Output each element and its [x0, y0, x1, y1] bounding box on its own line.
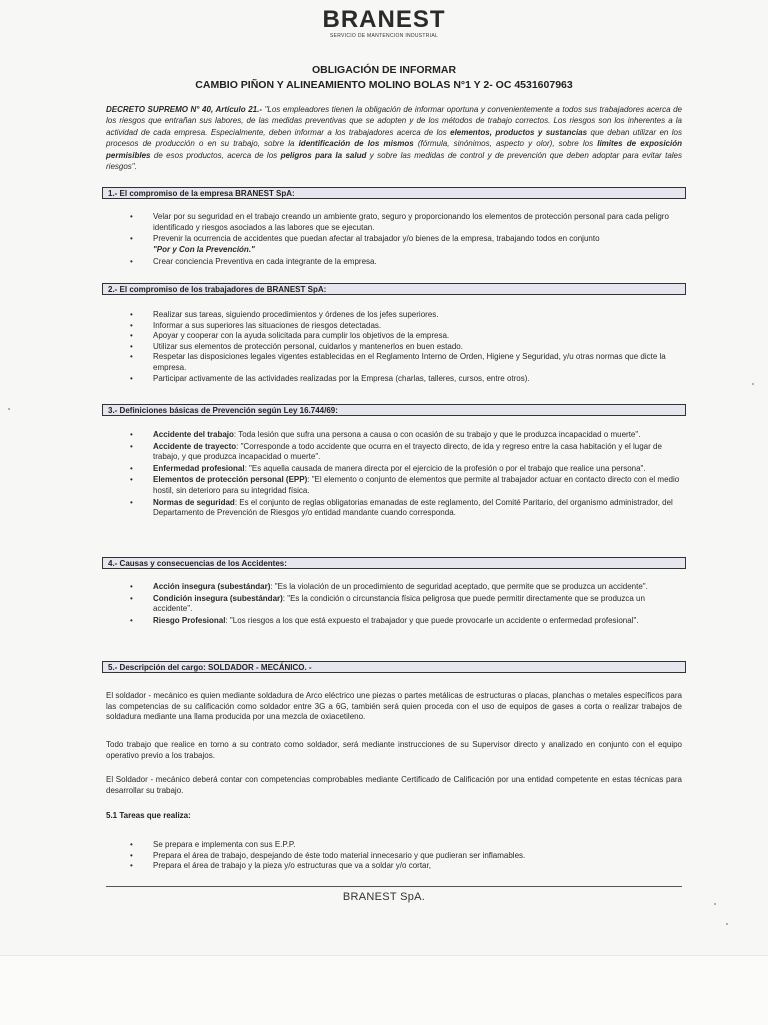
- section-2-heading: 2.- El compromiso de los trabajadores de BRANEST SpA:: [102, 283, 686, 295]
- list-item: • Prepara el área de trabajo y la pieza y/o estructuras que va a soldar y/o cortar,: [124, 861, 684, 872]
- list-item: • Utilizar sus elementos de protección personal, cuidarlos y mantenerlos en buen estado.: [124, 342, 684, 353]
- definition-term: Normas de seguridad: [153, 497, 235, 507]
- section-3-heading: 3.- Definiciones básicas de Prevención según Ley 16.744/69:: [102, 404, 686, 416]
- motto: "Por y Con la Prevención.": [153, 244, 255, 254]
- list-item: • Informar a sus superiores las situaciones de riesgos detectadas.: [124, 321, 684, 332]
- footer-divider: [106, 886, 682, 887]
- decree-text: (fórmula, sinónimos, aspecto y olor), sobre los: [413, 139, 598, 149]
- list-item: [124, 498, 684, 519]
- list-item: [124, 594, 684, 615]
- decree-text: de esos productos, acerca de los: [150, 150, 281, 160]
- job-description-paragraph: El Soldador - mecánico deberá contar con competencias comprobables mediante Certificado de Calificación por una entidad competente en estas técnicas para desarrollar su trabajo.: [106, 775, 682, 795]
- scan-speck: [726, 923, 728, 925]
- section-1-heading: 1.- El compromiso de la empresa BRANEST SpA:: [102, 187, 686, 199]
- list-item: [124, 582, 684, 593]
- definition-text: : "Es la violación de un procedimiento de seguridad aceptado, que permite que se produzca un accidente".: [270, 582, 648, 591]
- definition-text: : Toda lesión que sufra una persona a causa o con ocasión de su trabajo y que le produzca incapacidad o muerte".: [233, 430, 641, 439]
- decree-text: "Los empleadores tienen la obligación de informar oportuna y convenientemente a todos sus trabajadores acerca de los riesgos que entrañan sus labores, de las medidas preventivas que se adopten y de los métodos de trabajo correctos. Los riesgos son los inherentes a la actividad de cada empresa. Especialmente, deben informar a los trabajadores acerca de los: [106, 105, 683, 137]
- definition-term: Elementos de protección personal (EPP): [153, 475, 308, 485]
- decree-emphasis: elementos, productos y sustancias: [450, 127, 588, 137]
- definition-term: Riesgo Profesional: [153, 615, 226, 625]
- list-item: • Prepara el área de trabajo, despejando de éste todo material innecesario y que pudieran ser inflamables.: [124, 851, 684, 862]
- list-item: • Crear conciencia Preventiva en cada integrante de la empresa.: [124, 257, 684, 268]
- logo-wordmark: BRANEST: [322, 6, 446, 33]
- section-4-list: [124, 582, 684, 626]
- list-item: [124, 464, 684, 475]
- scan-speck: [8, 408, 10, 410]
- list-item: • Realizar sus tareas, siguiendo procedimientos y órdenes de los jefes superiores.: [124, 310, 684, 321]
- tasks-subheading: 5.1 Tareas que realiza:: [106, 811, 191, 820]
- decree-text: que deban utilizar en los procesos de producción o en su trabajo, sobre la: [106, 127, 682, 149]
- decree-text: y sobre las medidas de control y de prevención que deben adoptar para evitar tales riesgos".: [106, 150, 683, 172]
- scan-margin: [0, 955, 768, 1025]
- list-item: [124, 430, 684, 441]
- scan-speck: [714, 903, 716, 905]
- decree-emphasis: identificación de los mismos: [298, 139, 414, 149]
- definition-text: : Es el conjunto de reglas obligatorias emanadas de este reglamento, del Comité Paritario, del organismo administrador, del Departamento de Prevención de Riesgos y/o entidad mandante cuando corresponda.: [153, 497, 673, 518]
- definition-text: : "Es aquella causada de manera directa por el ejercicio de la profesión o por el trabajo que realice una persona".: [244, 463, 646, 473]
- section-4-heading: 4.- Causas y consecuencias de los Accidentes:: [102, 557, 686, 569]
- section-5-heading: 5.- Descripción del cargo: SOLDADOR - MECÁNICO. -: [102, 661, 686, 673]
- footer-company: BRANEST SpA.: [342, 891, 426, 903]
- list-item: • Apoyar y cooperar con la ayuda solicitada para cumplir los objetivos de la empresa.: [124, 331, 684, 342]
- logo-tagline: SERVICIO DE MANTENCION INDUSTRIAL: [329, 33, 439, 39]
- list-item: • Se prepara e implementa con sus E.P.P.: [124, 840, 684, 851]
- job-description-paragraph: El soldador - mecánico es quien mediante soldadura de Arco eléctrico une piezas o partes metálicas de estructuras o placas, planchas o metales específicos para las competencias de su calificación como soldador entre 3G a 6G, también será quien proceda con el uso de equipos de gases a corta o realizar trabajos de soldadura mediante una llama producida por una mezcla de oxiacetileno.: [106, 691, 682, 722]
- definition-term: Enfermedad profesional: [153, 463, 245, 473]
- definition-text: : "El elemento o conjunto de elementos que permite al trabajador actuar en contacto directo con el medio hostil, sin deterioro para su integridad física.: [153, 475, 680, 495]
- list-item: [124, 442, 684, 463]
- definition-term: Acción insegura (subestándar): [153, 582, 271, 591]
- list-item-text: Prevenir la ocurrencia de accidentes que puedan afectar al trabajador y/o bienes de la empresa, trabajando todos en conjunto: [153, 234, 600, 244]
- definition-text: : "Los riesgos a los que está expuesto el trabajador y que puede provocarle un accidente o enfermedad profesional".: [225, 615, 639, 625]
- section-1-list: [124, 212, 684, 268]
- list-item: • Participar activamente de las actividades realizadas por la Empresa (charlas, talleres, cursos, entre otros).: [124, 374, 684, 385]
- definition-term: Condición insegura (subestándar): [153, 593, 283, 603]
- definition-term: Accidente del trabajo: [153, 430, 234, 439]
- list-item: • Velar por su seguridad en el trabajo creando un ambiente grato, seguro y proporcionando los elementos de protección personal para cada peligro identificado y riesgos asociados a las labores que se ejecutan.: [124, 212, 684, 233]
- decree-lead: DECRETO SUPREMO N° 40, Artículo 21.-: [106, 105, 263, 114]
- definition-text: : "Corresponde a todo accidente que ocurra en el trayecto directo, de ida y regreso entre la casa habitación y el lugar de trabajo, y que produzca incapacidad o muerte".: [153, 441, 662, 462]
- section-3-list: [124, 430, 684, 519]
- list-item: • Respetar las disposiciones legales vigentes establecidas en el Reglamento Interno de Orden, Higiene y Seguridad, y/u otras normas que dicte la empresa.: [124, 352, 684, 373]
- job-description-paragraph: Todo trabajo que realice en torno a su contrato como soldador, será mediante instrucciones de su Supervisor directo y analizado en conjunto con el equipo operativo previo a los trabajos.: [106, 740, 682, 760]
- scan-speck: [752, 383, 754, 385]
- list-item: [124, 475, 684, 496]
- list-item: [124, 234, 684, 255]
- document-title: OBLIGACIÓN DE INFORMAR: [311, 64, 457, 76]
- section-2-list: [124, 310, 684, 384]
- company-logo: [0, 6, 768, 39]
- tasks-list: [124, 840, 684, 872]
- decree-paragraph: [106, 104, 682, 172]
- definition-text: : "Es la condición o circunstancia física peligrosa que puede permitir directamente que se produzca un accidente".: [153, 593, 645, 614]
- list-item: [124, 616, 684, 627]
- definition-term: Accidente de trayecto: [153, 441, 237, 451]
- document-subtitle: CAMBIO PIÑON Y ALINEAMIENTO MOLINO BOLAS N°1 Y 2- OC 4531607963: [195, 79, 573, 91]
- decree-emphasis: límites de exposición permisibles: [106, 139, 683, 160]
- decree-emphasis: peligros para la salud: [280, 150, 367, 160]
